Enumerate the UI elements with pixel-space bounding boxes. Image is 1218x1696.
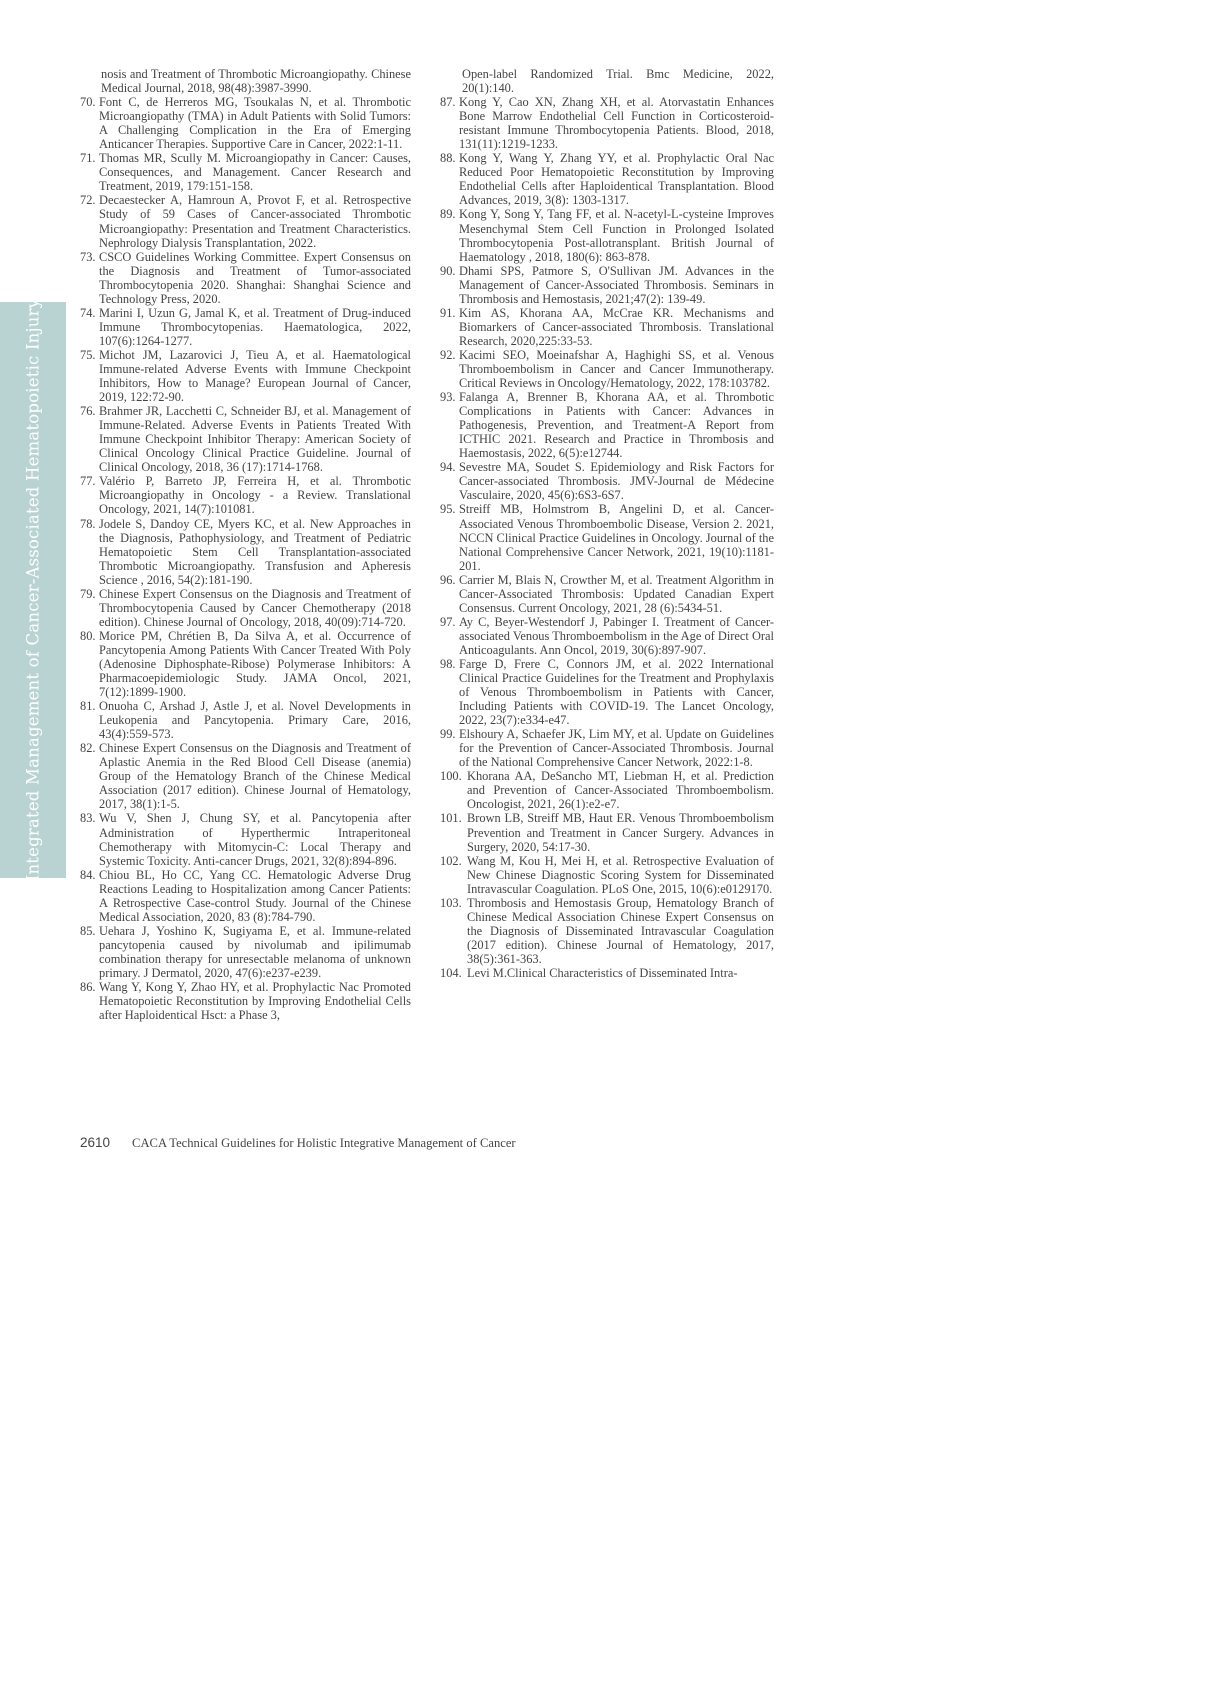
reference-column-right: [440, 67, 774, 980]
reference-item: [440, 966, 774, 980]
reference-text: Dhami SPS, Patmore S, O'Sullivan JM. Advances in the Management of Cancer-Associated Thrombosis. Seminars in Thrombosis and Hemostasis, 2021;47(2): 139-49.: [459, 263, 774, 306]
reference-number: 78.: [80, 516, 96, 531]
reference-text: Kacimi SEO, Moeinafshar A, Haghighi SS, et al. Venous Thromboembolism in Cancer and Cancer Immunotherapy. Critical Reviews in Oncology/Hematology, 2022, 178:103782.: [459, 347, 774, 391]
reference-text: Kim AS, Khorana AA, McCrae KR. Mechanisms and Biomarkers of Cancer-associated Thrombosis. Translational Research, 2020,225:33-53.: [459, 305, 774, 348]
reference-column-left: [80, 67, 411, 1022]
reference-item: [440, 727, 774, 769]
reference-item: [80, 151, 411, 193]
reference-number: 96.: [440, 572, 456, 587]
reference-number: 79.: [80, 586, 96, 601]
reference-number: 88.: [440, 151, 456, 166]
reference-text: Onuoha C, Arshad J, Astle J, et al. Novel Developments in Leukopenia and Pancytopenia. Primary Care, 2016, 43(4):559-573.: [99, 699, 411, 742]
reference-number: 83.: [80, 811, 96, 826]
reference-number: 101.: [440, 811, 462, 826]
reference-number: 93.: [440, 390, 456, 405]
page-footer: [80, 1134, 516, 1152]
reference-number: 70.: [80, 95, 96, 110]
reference-number: 91.: [440, 305, 456, 320]
reference-item: [80, 348, 411, 404]
reference-item: [80, 924, 411, 980]
reference-item: [440, 573, 774, 615]
reference-item: [80, 517, 411, 587]
reference-item: [440, 854, 774, 896]
reference-number: 87.: [440, 95, 456, 110]
reference-number: 72.: [80, 193, 96, 208]
reference-text: Wang Y, Kong Y, Zhao HY, et al. Prophylactic Nac Promoted Hematopoietic Reconstitution by Improving Endothelial Cells after Haploidentical Hsct: a Phase 3,: [99, 980, 411, 1023]
reference-item: [80, 306, 411, 348]
reference-number: 102.: [440, 853, 462, 868]
reference-item: [80, 699, 411, 741]
reference-number: 85.: [80, 923, 96, 938]
reference-text: Kong Y, Cao XN, Zhang XH, et al. Atorvastatin Enhances Bone Marrow Endothelial Cell Function in Corticosteroid-resistant Immune Thrombocytopenia Patients. Blood, 2018, 131(11):1219-1233.: [459, 95, 774, 152]
reference-item: [440, 390, 774, 460]
reference-item: [80, 193, 411, 249]
reference-text: Thrombosis and Hemostasis Group, Hematology Branch of Chinese Medical Association Chinese Expert Consensus on the Diagnosis of Disseminated Intravascular Coagulation (2017 edition). Chinese Journal of Hematology, 2017, 38(5):361-363.: [467, 895, 774, 966]
reference-item: [440, 811, 774, 853]
reference-number: 76.: [80, 404, 96, 419]
reference-text: Falanga A, Brenner B, Khorana AA, et al. Thrombotic Complications in Patients with Cancer: Advances in Pathogenesis, Prevention, and Treatment-A Report from ICTHIC 2021. Research and Practice in Thrombosis and Haemostasis, 2022, 6(5):e12744.: [459, 390, 774, 461]
reference-item: [440, 348, 774, 390]
reference-list-right: [440, 95, 774, 980]
reference-number: 99.: [440, 727, 456, 742]
reference-number: 74.: [80, 305, 96, 320]
reference-text: Decaestecker A, Hamroun A, Provot F, et al. Retrospective Study of 59 Cases of Cancer-associated Thrombotic Microangiopathy: Presentation and Treatment Characteristics. Nephrology Dialysis Transplantation, 2022.: [99, 193, 411, 250]
reference-text: Kong Y, Song Y, Tang FF, et al. N-acetyl-L-cysteine Improves Mesenchymal Stem Cell Function in Prolonged Isolated Thrombocytopenia Post-allotransplant. British Journal of Haematology , 2018, 180(6): 863-878.: [459, 207, 774, 264]
reference-number: 89.: [440, 207, 456, 222]
reference-text: Thomas MR, Scully M. Microangiopathy in Cancer: Causes, Consequences, and Management. Cancer Research and Treatment, 2019, 179:151-158.: [99, 151, 411, 194]
reference-item: [80, 474, 411, 516]
running-title: CACA Technical Guidelines for Holistic Integrative Management of Cancer: [132, 1136, 516, 1150]
reference-number: 98.: [440, 656, 456, 671]
reference-number: 100.: [440, 769, 462, 784]
reference-item: [80, 868, 411, 924]
reference-item: [80, 811, 411, 867]
reference-item: [440, 207, 774, 263]
reference-item: [80, 629, 411, 699]
reference-number: 71.: [80, 151, 96, 166]
reference-number: 104.: [440, 966, 462, 980]
reference-text: Wu V, Shen J, Chung SY, et al. Pancytopenia after Administration of Hyperthermic Intraperitoneal Chemotherapy with Mitomycin-C: Local Therapy and Systemic Toxicity. Anti-cancer Drugs, 2021, 32(8):894-896.: [99, 811, 411, 868]
reference-item: [80, 95, 411, 151]
reference-item: [440, 657, 774, 727]
reference-number: 86.: [80, 980, 96, 995]
reference-item: [440, 502, 774, 572]
reference-number: 80.: [80, 628, 96, 643]
reference-item: [80, 404, 411, 474]
reference-text: Elshoury A, Schaefer JK, Lim MY, et al. Update on Guidelines for the Prevention of Cancer-Associated Thrombosis. Journal of the National Comprehensive Cancer Network, 2022:1-8.: [459, 727, 774, 770]
reference-item: [440, 306, 774, 348]
reference-number: 81.: [80, 699, 96, 714]
reference-number: 75.: [80, 347, 96, 362]
reference-text: Carrier M, Blais N, Crowther M, et al. Treatment Algorithm in Cancer-Associated Thrombosis: Updated Canadian Expert Consensus. Current Oncology, 2021, 28 (6):5434-51.: [459, 572, 774, 615]
reference-text: Brahmer JR, Lacchetti C, Schneider BJ, et al. Management of Immune-Related. Adverse Events in Patients Treated With Immune Checkpoint Inhibitor Therapy: American Society of Clinical Oncology Clinical Practice Guideline. Journal of Clinical Oncology, 2018, 36 (17):1714-1768.: [99, 404, 411, 475]
reference-number: 95.: [440, 502, 456, 517]
reference-number: 90.: [440, 263, 456, 278]
reference-number: 97.: [440, 614, 456, 629]
reference-item: [440, 264, 774, 306]
reference-item: [440, 151, 774, 207]
page-number: 2610: [80, 1135, 111, 1150]
reference-text: Ay C, Beyer-Westendorf J, Pabinger I. Treatment of Cancer-associated Venous Thromboembolism in the Age of Direct Oral Anticoagulants. Ann Oncol, 2019, 30(6):897-907.: [459, 614, 774, 657]
reference-item: [80, 741, 411, 811]
reference-text: Chinese Expert Consensus on the Diagnosis and Treatment of Aplastic Anemia in the Red Blood Cell Disease (anemia) Group of the Hematology Branch of the Chinese Medical Association (2017 edition). Chinese Journal of Hematology, 2017, 38(1):1-5.: [99, 741, 411, 812]
reference-text: Sevestre MA, Soudet S. Epidemiology and Risk Factors for Cancer-associated Thrombosis. JMV-Journal de Médecine Vasculaire, 2020, 45(6):6S3-6S7.: [459, 460, 774, 503]
reference-text: Khorana AA, DeSancho MT, Liebman H, et al. Prediction and Prevention of Cancer-Associated Thromboembolism. Oncologist, 2021, 26(1):e2-e7.: [467, 769, 774, 812]
reference-text: Levi M.Clinical Characteristics of Disseminated Intra-: [467, 966, 738, 980]
reference-number: 82.: [80, 741, 96, 756]
reference-text: Valério P, Barreto JP, Ferreira H, et al. Thrombotic Microangiopathy in Oncology - a Review. Translational Oncology, 2021, 14(7):101081.: [99, 474, 411, 517]
reference-text: Michot JM, Lazarovici J, Tieu A, et al. Haematological Immune-related Adverse Events with Immune Checkpoint Inhibitors, How to Manage? European Journal of Cancer, 2019, 122:72-90.: [99, 347, 411, 405]
reference-text: Font C, de Herreros MG, Tsoukalas N, et al. Thrombotic Microangiopathy (TMA) in Adult Patients with Solid Tumors: A Challenging Complication in the Era of Emerging Anticancer Therapies. Supportive Care in Cancer, 2022:1-11.: [99, 95, 411, 152]
reference-text: Wang M, Kou H, Mei H, et al. Retrospective Evaluation of New Chinese Diagnostic Scoring System for Disseminated Intravascular Coagulation. PLoS One, 2015, 10(6):e0129170.: [467, 853, 774, 896]
reference-number: 84.: [80, 867, 96, 882]
reference-text: Streiff MB, Holmstrom B, Angelini D, et al. Cancer-Associated Venous Thromboembolic Disease, Version 2. 2021, NCCN Clinical Practice Guidelines in Oncology. Journal of the National Comprehensive Cancer Network, 2021, 19(10):1181-201.: [459, 502, 774, 573]
reference-text: Jodele S, Dandoy CE, Myers KC, et al. New Approaches in the Diagnosis, Pathophysiology, and Treatment of Pediatric Hematopoietic Stem Cell Transplantation-associated Thrombotic Microangiopathy. Transfusion and Apheresis Science , 2016, 54(2):181-190.: [99, 516, 411, 587]
reference-number: 92.: [440, 347, 456, 362]
reference-item: [440, 896, 774, 966]
reference-number: 103.: [440, 895, 462, 910]
reference-number: 73.: [80, 249, 96, 264]
reference-continuation: nosis and Treatment of Thrombotic Microangiopathy. Chinese Medical Journal, 2018, 98(48):3987-3990.: [101, 67, 411, 96]
reference-item: [440, 769, 774, 811]
reference-item: [80, 587, 411, 629]
reference-text: Farge D, Frere C, Connors JM, et al. 2022 International Clinical Practice Guidelines for the Treatment and Prophylaxis of Venous Thromboembolism in Patients with Cancer, Including Patients with COVID-19. The Lancet Oncology, 2022, 23(7):e334-e47.: [459, 656, 774, 728]
reference-item: [440, 615, 774, 657]
reference-text: Morice PM, Chrétien B, Da Silva A, et al. Occurrence of Pancytopenia Among Patients With Cancer Treated With Poly (Adenosine Diphosphate-Ribose) Polymerase Inhibitors: A Pharmacoepidemiologic Study. JAMA Oncol, 2021, 7(12):1899-1900.: [99, 628, 411, 700]
reference-item: [440, 95, 774, 151]
reference-item: [440, 460, 774, 502]
reference-text: Marini I, Uzun G, Jamal K, et al. Treatment of Drug-induced Immune Thrombocytopenias. Haematologica, 2022, 107(6):1264-1277.: [99, 305, 411, 348]
reference-list-left: [80, 95, 411, 1022]
side-tab-title: Integrated Management of Cancer-Associated Hematopoietic Injury: [23, 298, 43, 882]
reference-text: Uehara J, Yoshino K, Sugiyama E, et al. Immune-related pancytopenia caused by nivolumab and ipilimumab combination therapy for unresectable melanoma of unknown primary. J Dermatol, 2020, 47(6):e237-e239.: [99, 923, 411, 980]
reference-text: Chiou BL, Ho CC, Yang CC. Hematologic Adverse Drug Reactions Leading to Hospitalization among Cancer Patients: A Retrospective Case-control Study. Journal of the Chinese Medical Association, 2020, 83 (8):784-790.: [99, 867, 411, 924]
reference-item: [80, 250, 411, 306]
reference-text: Brown LB, Streiff MB, Haut ER. Venous Thromboembolism Prevention and Treatment in Cancer Surgery. Advances in Surgery, 2020, 54:17-30.: [467, 811, 774, 854]
reference-number: 77.: [80, 474, 96, 489]
reference-number: 94.: [440, 460, 456, 475]
reference-item: [80, 980, 411, 1022]
reference-text: Kong Y, Wang Y, Zhang YY, et al. Prophylactic Oral Nac Reduced Poor Hematopoietic Reconstitution by Improving Endothelial Cells after Haploidentical Transplantation. Blood Advances, 2019, 3(8): 1303-1317.: [459, 151, 774, 208]
reference-text: CSCO Guidelines Working Committee. Expert Consensus on the Diagnosis and Treatment of Tumor-associated Thrombocytopenia 2020. Shanghai: Shanghai Science and Technology Press, 2020.: [99, 249, 411, 306]
reference-continuation: Open-label Randomized Trial. Bmc Medicine, 2022, 20(1):140.: [462, 67, 774, 96]
reference-text: Chinese Expert Consensus on the Diagnosis and Treatment of Thrombocytopenia Caused by Cancer Chemotherapy (2018 edition). Chinese Journal of Oncology, 2018, 40(09):714-720.: [99, 586, 411, 629]
